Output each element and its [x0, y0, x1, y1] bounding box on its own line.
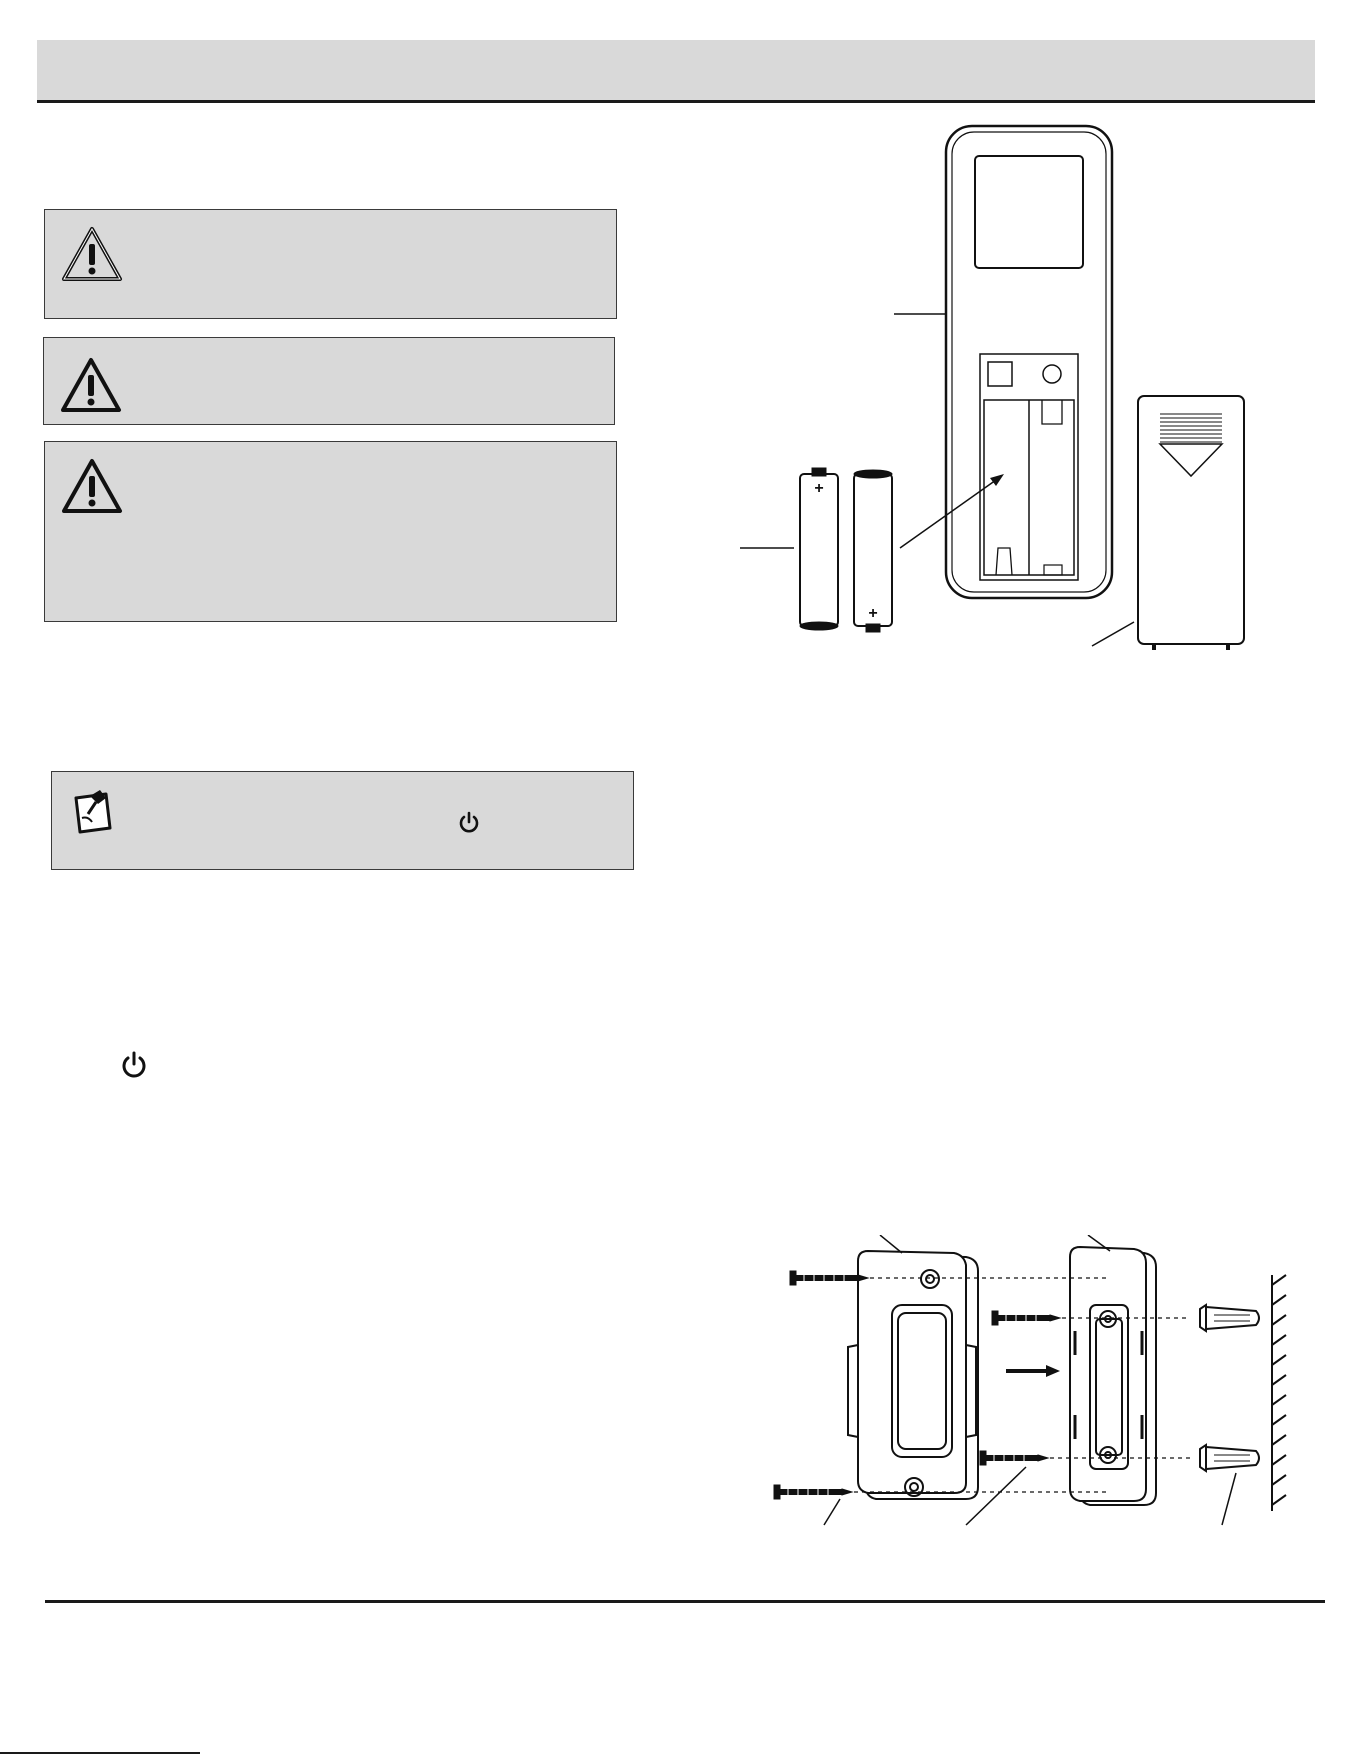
- warning-box-1: [44, 209, 617, 319]
- power-icon: [456, 810, 482, 836]
- header-band: [37, 40, 1315, 103]
- power-icon: [120, 1050, 148, 1080]
- remote-body: [946, 126, 1112, 598]
- footer-rule: [45, 1600, 1325, 1603]
- battery-cover: [1138, 396, 1244, 650]
- anchor-leader-line: [1222, 1473, 1236, 1525]
- cover-leader-line: [1092, 622, 1134, 646]
- bottom-stub-line: [0, 1752, 200, 1754]
- note-box: [51, 771, 634, 870]
- remote-battery-diagram: [730, 118, 1270, 658]
- aaa-batteries: [800, 468, 892, 632]
- note-pin-icon: [68, 788, 118, 838]
- move-arrow: [1006, 1365, 1060, 1377]
- screw-leader-line-1: [824, 1499, 840, 1525]
- warning-triangle-icon: [59, 356, 123, 414]
- holder-leader-line: [880, 1235, 902, 1253]
- warning-triangle-icon: [60, 225, 124, 283]
- warning-box-3: [44, 441, 617, 622]
- wall-plate: [1070, 1247, 1156, 1505]
- holder: [848, 1251, 978, 1499]
- svg-text:+: +: [868, 605, 878, 622]
- warning-triangle-icon: [60, 457, 124, 515]
- insert-arrow-head: [990, 474, 1004, 486]
- wall-anchors: [1200, 1305, 1259, 1471]
- svg-text:+: +: [814, 480, 824, 497]
- insert-arrow-line: [900, 480, 996, 548]
- wall-mount-diagram: [770, 1235, 1310, 1555]
- wall: [1272, 1275, 1286, 1511]
- warning-box-2: [43, 337, 615, 425]
